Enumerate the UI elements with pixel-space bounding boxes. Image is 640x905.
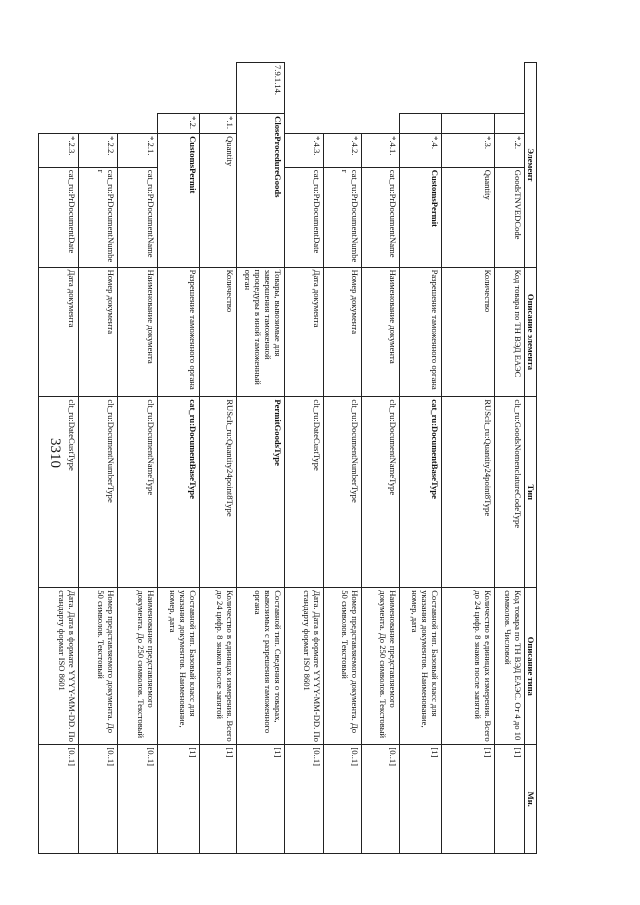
row-type-description: Номер представляемого документа. До 50 символов. Текстовый: [324, 588, 362, 745]
row-type-description: Номер представляемого документа. До 50 символов. Текстовый: [79, 588, 118, 745]
row-element-name: cat_ru:PrDocumentDate: [39, 167, 79, 267]
row-type-description: Количество в единицах измерения. Всего до 24 цифр. 8 знаков после запятой: [442, 588, 495, 745]
row-element-name: GoodsTNVEDCode: [495, 167, 525, 267]
header-element: Элемент: [525, 63, 537, 268]
table-row: [158, 63, 200, 854]
row-type-description: Наименование представляемого документа. До 250 символов. Текстовый: [362, 588, 400, 745]
row-multiplicity: [1]: [400, 745, 442, 854]
row-multiplicity: [0..1]: [362, 745, 400, 854]
table-row: [200, 63, 237, 854]
row-element-name: cat_ru:PrDocumentDate: [285, 167, 324, 267]
row-type: PermitGoodsType: [237, 397, 285, 588]
row-number: *.2.: [158, 114, 200, 134]
header-type: Тип: [525, 397, 537, 588]
row-multiplicity: [0..1]: [324, 745, 362, 854]
row-type-description: Код товара по ТН ВЭД ЕАЭС. От 4 до 10 символов. Числовой: [495, 588, 525, 745]
row-multiplicity: [0..1]: [285, 745, 324, 854]
row-description: Наименование документа: [362, 267, 400, 397]
row-element-name: Quantity: [442, 167, 495, 267]
row-multiplicity: [0..1]: [118, 745, 158, 854]
row-number: *.2.2.: [79, 134, 118, 168]
row-type-description: Составной тип. Базовый класс для указания документов. Наименование, номер, дата: [400, 588, 442, 745]
row-description: Дата документа: [285, 267, 324, 397]
header-multiplicity: Мн.: [525, 745, 537, 854]
row-type: clt_ru:DocumentNumberType: [79, 397, 118, 588]
table-row: [495, 63, 525, 854]
row-description: Наименование документа: [118, 267, 158, 397]
row-element-name: cat_ru:PrDocumentName: [362, 167, 400, 267]
row-description: Количество: [200, 267, 237, 397]
row-type: clt_ru:GoodsNomenclatureCodeType: [495, 397, 525, 588]
row-number: *.2.: [495, 134, 525, 168]
table-row: [324, 63, 362, 854]
row-type: clt_ru:DateCustType: [39, 397, 79, 588]
row-element-name: cat_ru:PrDocumentName: [118, 167, 158, 267]
rotated-table-wrapper: [56, 62, 537, 854]
table-row: [237, 63, 285, 854]
row-type-description: Составной тип. Сведения о товарах, вывозимых с разрешения таможенного органа: [237, 588, 285, 745]
row-multiplicity: [1]: [200, 745, 237, 854]
row-type: RUSclt_ru:Quantity24point8Type: [442, 397, 495, 588]
header-type-description: Описание типа: [525, 588, 537, 745]
row-description: Код товара по ТН ВЭД ЕАЭС: [495, 267, 525, 397]
row-type: clt_ru:DocumentNumberType: [324, 397, 362, 588]
row-element-name: CloseProcedureGoods: [237, 114, 285, 267]
row-type-description: Наименование представляемого документа. До 250 символов. Текстовый: [118, 588, 158, 745]
row-number: *.1.: [200, 114, 237, 134]
row-type: clt_ru:DateCustType: [285, 397, 324, 588]
row-number: *.2.1.: [118, 134, 158, 168]
row-section-code: 7.9.1.14.: [237, 63, 285, 114]
row-element-name: CustomsPermit: [158, 134, 200, 267]
row-number: *.4.: [400, 134, 442, 168]
header-row: [525, 63, 537, 854]
row-type-description: Дата. Дата в формате YYYY-MM-DD. По стандарту формат ISO 8601: [285, 588, 324, 745]
row-element-name: Quantity: [200, 134, 237, 267]
row-number: *.2.3.: [39, 134, 79, 168]
row-multiplicity: [1]: [158, 745, 200, 854]
row-element-name: cat_ru:PrDocumentNumber: [79, 167, 118, 267]
row-type: clt_ru:DocumentNameType: [362, 397, 400, 588]
row-type: RUScIt_ru:Quantity24point8Type: [200, 397, 237, 588]
table-row: [285, 63, 324, 854]
row-element-name: cat_ru:PrDocumentNumber: [324, 167, 362, 267]
header-description: Описание элемента: [525, 267, 537, 397]
row-multiplicity: [0..1]: [79, 745, 118, 854]
row-type-description: Составной тип. Базовый класс для указания документов. Наименование, номер, дата: [158, 588, 200, 745]
row-multiplicity: [1]: [442, 745, 495, 854]
row-description: Номер документа: [324, 267, 362, 397]
row-multiplicity: [1]: [495, 745, 525, 854]
table-row: [400, 63, 442, 854]
row-element-name: CustomsPermit: [400, 167, 442, 267]
row-description: Разрешение таможенного органа: [400, 267, 442, 397]
table-row: [118, 63, 158, 854]
row-type: clt_ru:DocumentNameType: [118, 397, 158, 588]
row-multiplicity: [1]: [237, 745, 285, 854]
row-number: *.4.1.: [362, 134, 400, 168]
row-description: Товары, вывозимые для завершения таможенной процедуры в иной таможенный орган: [237, 267, 285, 397]
row-description: Разрешение таможенного органа: [158, 267, 200, 397]
table-row: [442, 63, 495, 854]
row-description: Номер документа: [79, 267, 118, 397]
row-multiplicity: [0..1]: [39, 745, 79, 854]
table-row: [362, 63, 400, 854]
table-row: [39, 63, 79, 854]
row-type: cat_ru:DocumentBaseType: [400, 397, 442, 588]
row-number: *.4.3.: [285, 134, 324, 168]
row-type-description: Дата. Дата в формате YYYY-MM-DD. По стандарту формат ISO 8601: [39, 588, 79, 745]
page-number: 3310: [47, 438, 63, 468]
row-description: Количество: [442, 267, 495, 397]
row-number: *.4.2.: [324, 134, 362, 168]
element-table: [38, 62, 537, 854]
row-description: Дата документа: [39, 267, 79, 397]
table-row: [79, 63, 118, 854]
row-number: *.3.: [442, 134, 495, 168]
row-type-description: Количество в единицах измерения. Всего до 24 цифр. 8 знаков после запятой: [200, 588, 237, 745]
row-type: cat_ru:DocumentBaseType: [158, 397, 200, 588]
